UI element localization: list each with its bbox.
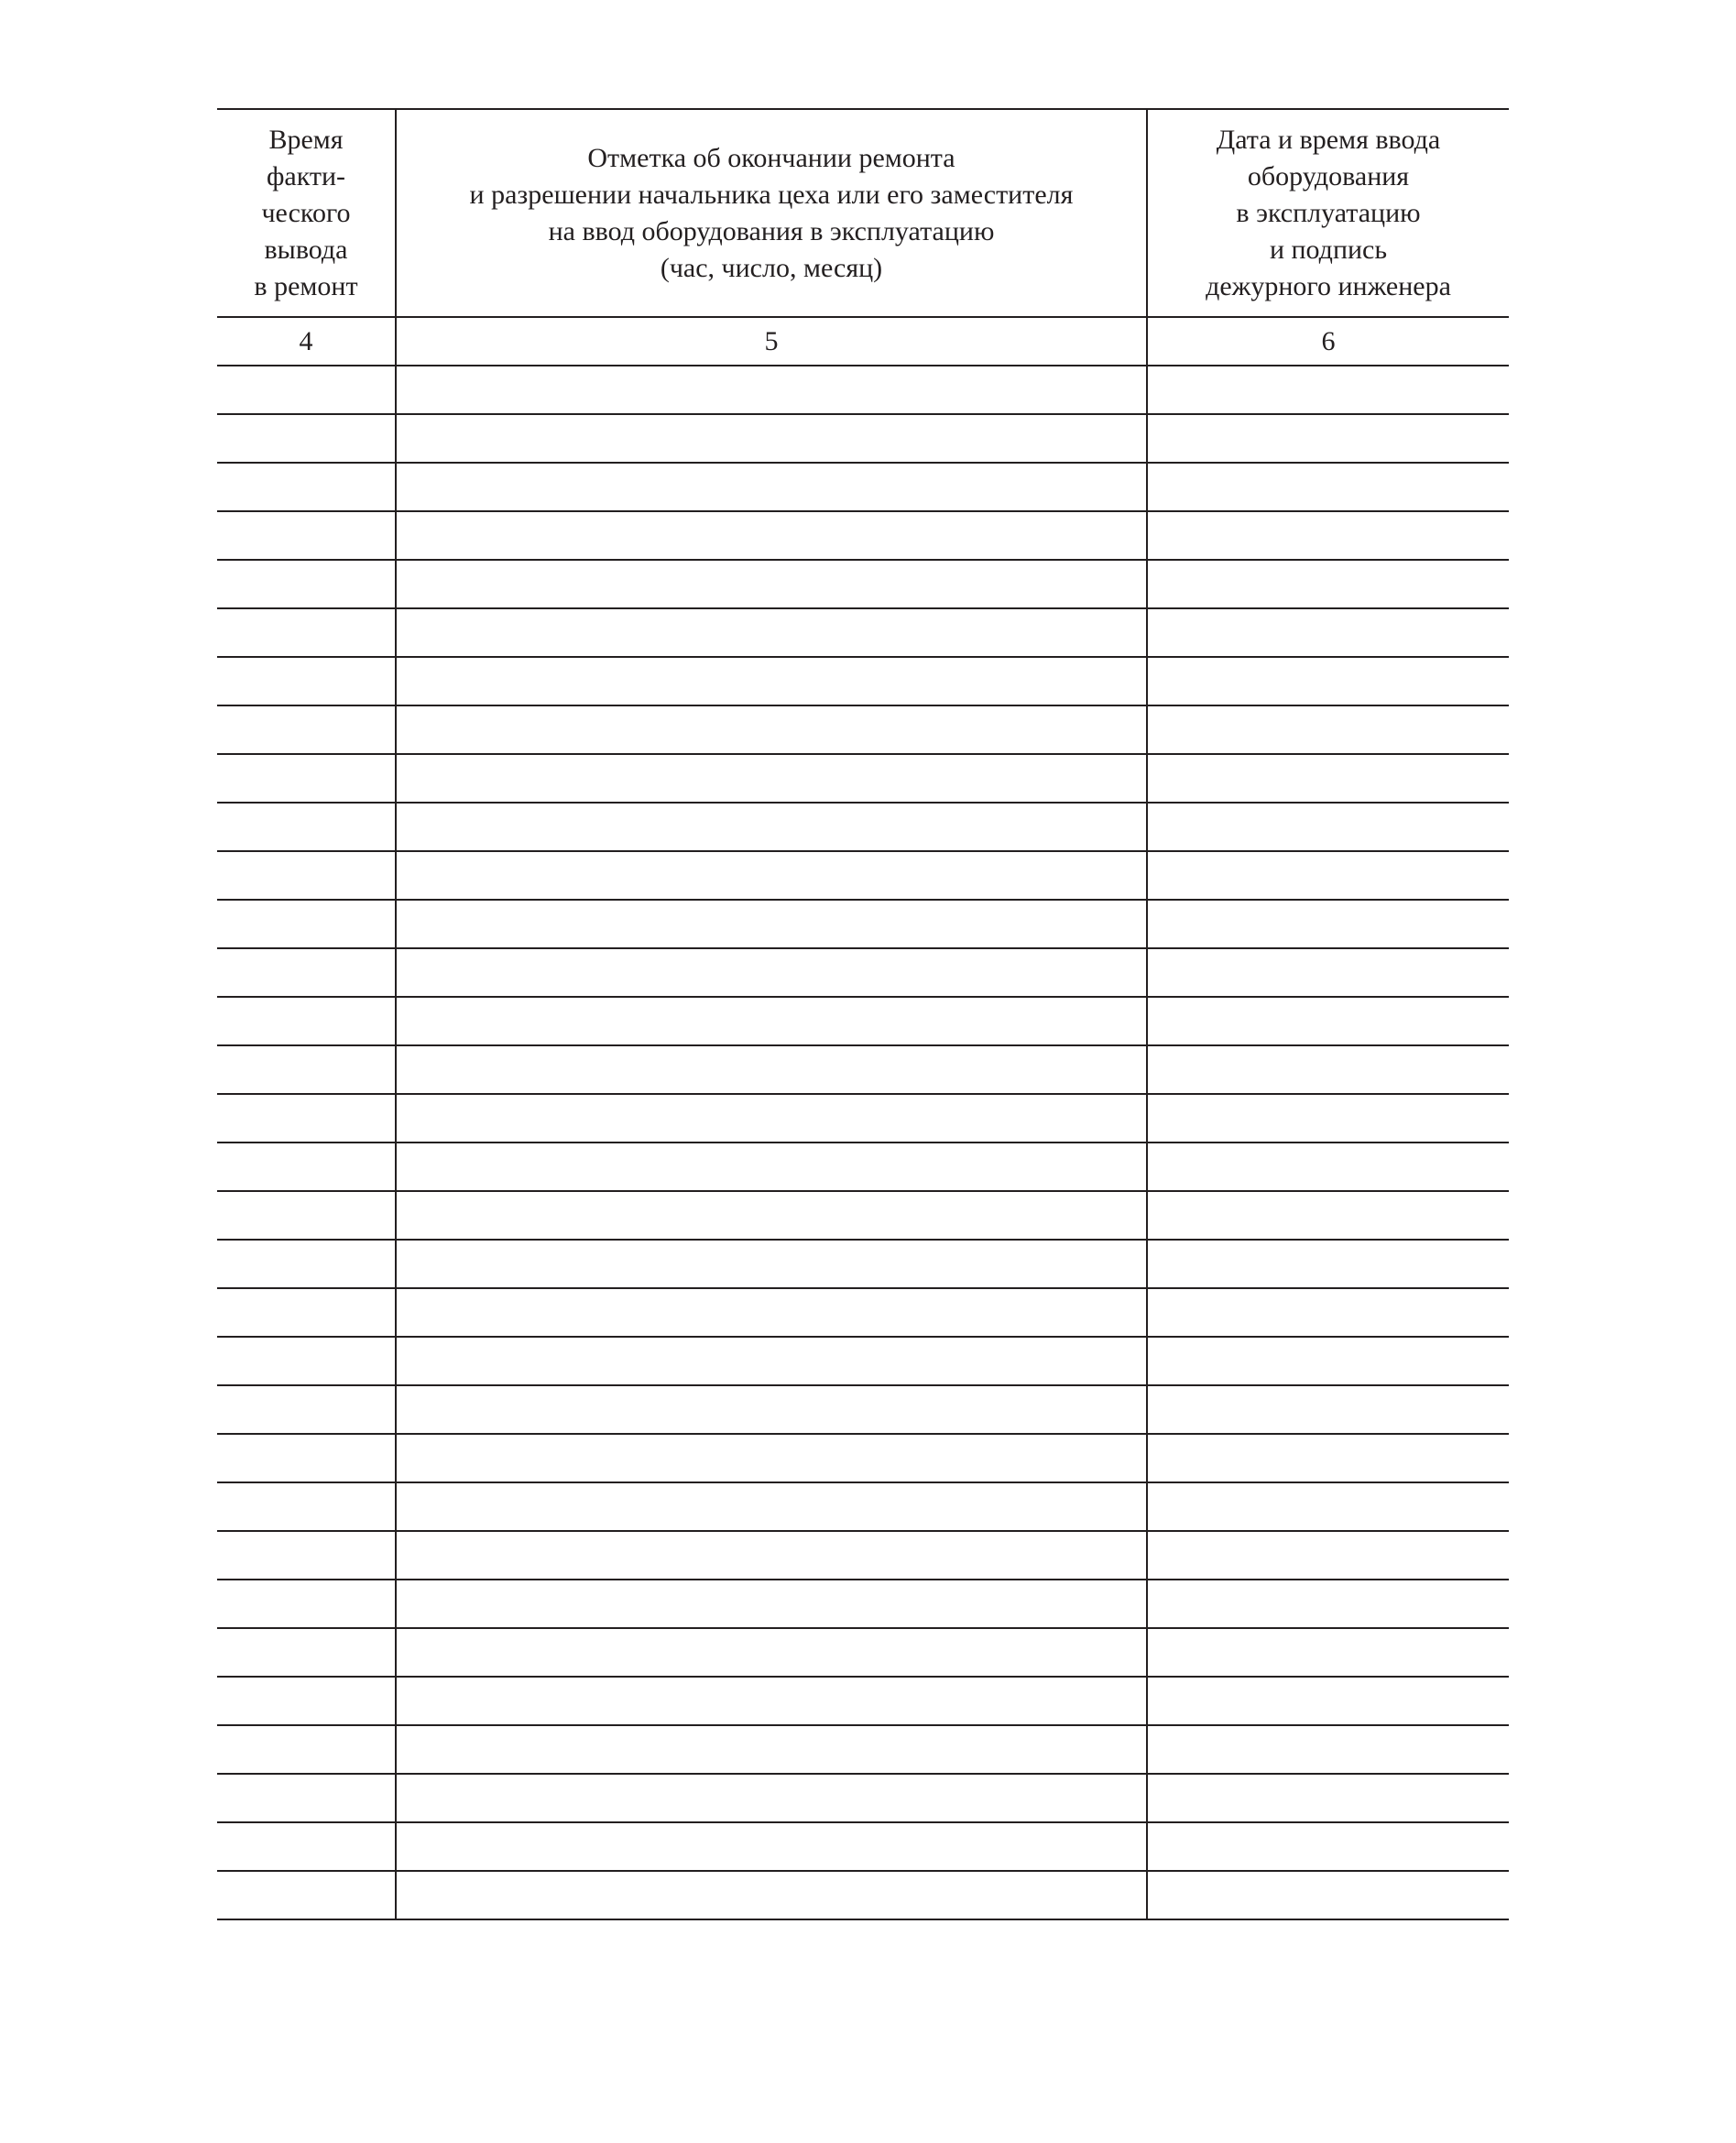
header-line: Дата и время ввода xyxy=(1216,124,1441,155)
entry-repair-mark-cell[interactable] xyxy=(396,463,1147,511)
entry-repair-mark-cell[interactable] xyxy=(396,1240,1147,1288)
entry-repair-mark-cell[interactable] xyxy=(396,366,1147,414)
table-row xyxy=(217,948,1509,997)
table-row xyxy=(217,851,1509,900)
entry-repair-mark-cell[interactable] xyxy=(396,1482,1147,1531)
table-row xyxy=(217,1774,1509,1822)
entry-commissioning-cell[interactable] xyxy=(1147,608,1509,657)
entry-commissioning-cell[interactable] xyxy=(1147,463,1509,511)
entry-commissioning-cell[interactable] xyxy=(1147,414,1509,463)
table-row xyxy=(217,997,1509,1045)
table-row xyxy=(217,754,1509,803)
table-row xyxy=(217,657,1509,705)
entry-outage-time-cell[interactable] xyxy=(217,1677,396,1725)
entry-repair-mark-cell[interactable] xyxy=(396,1094,1147,1143)
entry-repair-mark-cell[interactable] xyxy=(396,851,1147,900)
table-row xyxy=(217,1580,1509,1628)
header-actual-outage-time xyxy=(217,109,396,317)
entry-outage-time-cell[interactable] xyxy=(217,948,396,997)
journal-page xyxy=(217,108,1509,1920)
entry-repair-mark-cell[interactable] xyxy=(396,608,1147,657)
entry-repair-mark-cell[interactable] xyxy=(396,705,1147,754)
entry-commissioning-cell[interactable] xyxy=(1147,1143,1509,1191)
header-line: вывода xyxy=(264,234,348,265)
table-row xyxy=(217,803,1509,851)
entry-outage-time-cell[interactable] xyxy=(217,754,396,803)
table-body xyxy=(217,366,1509,1919)
header-line: Отметка об окончании ремонта xyxy=(587,142,955,173)
entry-commissioning-cell[interactable] xyxy=(1147,997,1509,1045)
entry-outage-time-cell[interactable] xyxy=(217,463,396,511)
entry-repair-mark-cell[interactable] xyxy=(396,1628,1147,1677)
entry-outage-time-cell[interactable] xyxy=(217,1434,396,1482)
table-row xyxy=(217,1143,1509,1191)
table-row xyxy=(217,900,1509,948)
entry-repair-mark-cell[interactable] xyxy=(396,948,1147,997)
entry-repair-mark-cell[interactable] xyxy=(396,900,1147,948)
entry-repair-mark-cell[interactable] xyxy=(396,803,1147,851)
entry-outage-time-cell[interactable] xyxy=(217,1240,396,1288)
entry-repair-mark-cell[interactable] xyxy=(396,1288,1147,1337)
table-row xyxy=(217,1434,1509,1482)
entry-outage-time-cell[interactable] xyxy=(217,657,396,705)
entry-commissioning-cell[interactable] xyxy=(1147,560,1509,608)
entry-repair-mark-cell[interactable] xyxy=(396,560,1147,608)
entry-repair-mark-cell[interactable] xyxy=(396,511,1147,560)
table-row xyxy=(217,463,1509,511)
header-line: оборудования xyxy=(1247,160,1410,191)
table-row xyxy=(217,1628,1509,1677)
column-number: 4 xyxy=(217,317,396,366)
entry-outage-time-cell[interactable] xyxy=(217,997,396,1045)
entry-outage-time-cell[interactable] xyxy=(217,1822,396,1871)
entry-repair-mark-cell[interactable] xyxy=(396,1337,1147,1385)
entry-commissioning-cell[interactable] xyxy=(1147,366,1509,414)
entry-commissioning-cell[interactable] xyxy=(1147,754,1509,803)
table-row xyxy=(217,1288,1509,1337)
entry-outage-time-cell[interactable] xyxy=(217,1337,396,1385)
entry-outage-time-cell[interactable] xyxy=(217,1580,396,1628)
entry-repair-mark-cell[interactable] xyxy=(396,1434,1147,1482)
table-row xyxy=(217,1725,1509,1774)
entry-commissioning-cell[interactable] xyxy=(1147,1045,1509,1094)
header-line: (час, число, месяц) xyxy=(660,252,883,283)
entry-outage-time-cell[interactable] xyxy=(217,1094,396,1143)
header-line: и разрешении начальника цеха или его заместителя xyxy=(469,179,1074,210)
entry-outage-time-cell[interactable] xyxy=(217,1045,396,1094)
entry-outage-time-cell[interactable] xyxy=(217,1288,396,1337)
table-row xyxy=(217,414,1509,463)
entry-repair-mark-cell[interactable] xyxy=(396,414,1147,463)
entry-repair-mark-cell[interactable] xyxy=(396,1822,1147,1871)
entry-repair-mark-cell[interactable] xyxy=(396,1385,1147,1434)
entry-commissioning-cell[interactable] xyxy=(1147,1871,1509,1919)
table-row xyxy=(217,1677,1509,1725)
table-row xyxy=(217,511,1509,560)
entry-outage-time-cell[interactable] xyxy=(217,705,396,754)
entry-outage-time-cell[interactable] xyxy=(217,366,396,414)
entry-commissioning-cell[interactable] xyxy=(1147,1094,1509,1143)
column-number: 6 xyxy=(1147,317,1509,366)
header-line: ческого xyxy=(261,197,351,228)
header-line: и подпись xyxy=(1269,234,1388,265)
entry-outage-time-cell[interactable] xyxy=(217,1191,396,1240)
entry-commissioning-cell[interactable] xyxy=(1147,1580,1509,1628)
table-row xyxy=(217,1045,1509,1094)
header-repair-completion-mark xyxy=(396,109,1147,317)
entry-repair-mark-cell[interactable] xyxy=(396,1191,1147,1240)
table-row xyxy=(217,1482,1509,1531)
header-line: на ввод оборудования в эксплуатацию xyxy=(548,215,995,246)
entry-outage-time-cell[interactable] xyxy=(217,851,396,900)
table-row xyxy=(217,1531,1509,1580)
header-line: в эксплуатацию xyxy=(1236,197,1421,228)
entry-commissioning-cell[interactable] xyxy=(1147,1288,1509,1337)
entry-repair-mark-cell[interactable] xyxy=(396,1531,1147,1580)
entry-outage-time-cell[interactable] xyxy=(217,1531,396,1580)
entry-repair-mark-cell[interactable] xyxy=(396,1143,1147,1191)
entry-outage-time-cell[interactable] xyxy=(217,1143,396,1191)
table-row xyxy=(217,1385,1509,1434)
entry-repair-mark-cell[interactable] xyxy=(396,1774,1147,1822)
table-row xyxy=(217,705,1509,754)
entry-commissioning-cell[interactable] xyxy=(1147,1337,1509,1385)
entry-outage-time-cell[interactable] xyxy=(217,1774,396,1822)
entry-repair-mark-cell[interactable] xyxy=(396,1677,1147,1725)
table-row xyxy=(217,1337,1509,1385)
column-number-row xyxy=(217,317,1509,366)
entry-commissioning-cell[interactable] xyxy=(1147,1725,1509,1774)
table-row xyxy=(217,1240,1509,1288)
entry-outage-time-cell[interactable] xyxy=(217,560,396,608)
header-commissioning-date-signature xyxy=(1147,109,1509,317)
entry-commissioning-cell[interactable] xyxy=(1147,1531,1509,1580)
entry-outage-time-cell[interactable] xyxy=(217,900,396,948)
entry-outage-time-cell[interactable] xyxy=(217,1628,396,1677)
entry-outage-time-cell[interactable] xyxy=(217,511,396,560)
entry-commissioning-cell[interactable] xyxy=(1147,1822,1509,1871)
entry-repair-mark-cell[interactable] xyxy=(396,754,1147,803)
header-line: дежурного инженера xyxy=(1206,270,1451,301)
entry-outage-time-cell[interactable] xyxy=(217,1482,396,1531)
header-row xyxy=(217,109,1509,317)
table-row xyxy=(217,1822,1509,1871)
table-row xyxy=(217,608,1509,657)
entry-outage-time-cell[interactable] xyxy=(217,1725,396,1774)
header-line: факти- xyxy=(266,160,346,191)
entry-repair-mark-cell[interactable] xyxy=(396,997,1147,1045)
entry-commissioning-cell[interactable] xyxy=(1147,657,1509,705)
entry-outage-time-cell[interactable] xyxy=(217,1871,396,1919)
entry-repair-mark-cell[interactable] xyxy=(396,657,1147,705)
column-number: 5 xyxy=(396,317,1147,366)
entry-repair-mark-cell[interactable] xyxy=(396,1871,1147,1919)
header-line: в ремонт xyxy=(254,270,358,301)
entry-commissioning-cell[interactable] xyxy=(1147,1434,1509,1482)
entry-commissioning-cell[interactable] xyxy=(1147,1677,1509,1725)
entry-commissioning-cell[interactable] xyxy=(1147,948,1509,997)
entry-commissioning-cell[interactable] xyxy=(1147,1240,1509,1288)
entry-repair-mark-cell[interactable] xyxy=(396,1580,1147,1628)
table-row xyxy=(217,1191,1509,1240)
entry-commissioning-cell[interactable] xyxy=(1147,803,1509,851)
table-row xyxy=(217,366,1509,414)
table-row xyxy=(217,1094,1509,1143)
entry-commissioning-cell[interactable] xyxy=(1147,1385,1509,1434)
entry-commissioning-cell[interactable] xyxy=(1147,1482,1509,1531)
entry-commissioning-cell[interactable] xyxy=(1147,1628,1509,1677)
entry-repair-mark-cell[interactable] xyxy=(396,1725,1147,1774)
entry-outage-time-cell[interactable] xyxy=(217,608,396,657)
entry-outage-time-cell[interactable] xyxy=(217,414,396,463)
entry-commissioning-cell[interactable] xyxy=(1147,1774,1509,1822)
entry-commissioning-cell[interactable] xyxy=(1147,511,1509,560)
table-row xyxy=(217,1871,1509,1919)
entry-commissioning-cell[interactable] xyxy=(1147,705,1509,754)
entry-commissioning-cell[interactable] xyxy=(1147,1191,1509,1240)
entry-repair-mark-cell[interactable] xyxy=(396,1045,1147,1094)
table-row xyxy=(217,560,1509,608)
entry-commissioning-cell[interactable] xyxy=(1147,900,1509,948)
entry-outage-time-cell[interactable] xyxy=(217,803,396,851)
header-line: Время xyxy=(268,124,344,155)
entry-commissioning-cell[interactable] xyxy=(1147,851,1509,900)
entry-outage-time-cell[interactable] xyxy=(217,1385,396,1434)
repair-log-table xyxy=(217,108,1509,1920)
